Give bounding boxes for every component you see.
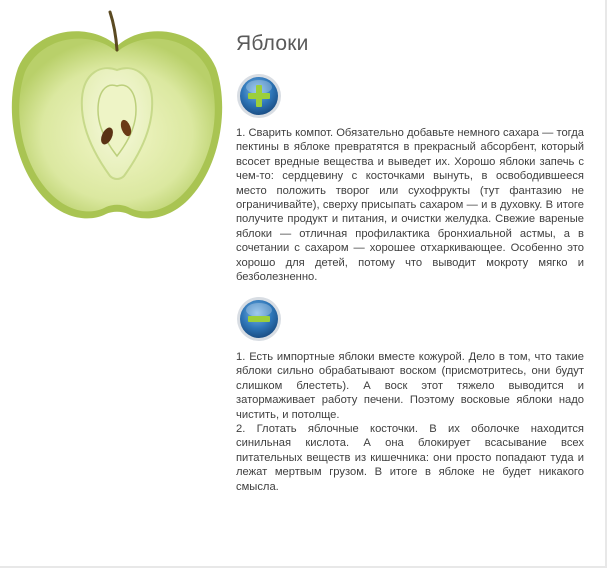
page-title: Яблоки <box>236 32 309 55</box>
minus-icon <box>235 295 283 343</box>
plus-icon <box>235 72 283 120</box>
pros-item: 1. Сварить компот. Обязательно добавьте немного сахара — тогда пектины в яблоке превратятся в прекрасный абсорбент, который всосет вредные вещества и выведет их. Хорошо яблоки запечь с чем-то: сердцевину с косточками вынуть, в освободившееся место положить творог или сухофрукты (тут фантазию не ограничивайте), сверху присыпать сахаром — и в духовку. В итоге получите продукт и питания, и очистки желудка. Свежие вареные яблоки — отличная профилактика бронхиальной астмы, а в сочетании с сахаром — хорошее отхаркивающее. Особенно это хорошо для детей, потому что выводит мокроту мягко и безболезненно. <box>236 127 584 284</box>
cons-item: 1. Есть импортные яблоки вместе кожурой. Дело в том, что такие яблоки сильно обрабатывают воском (присмотритесь, они будут слишком блестеть). А воск этот тяжело выводится и затормаживает работу печени. Поэтому восковые яблоки надо чистить, и потолще. <box>236 351 584 421</box>
cons-item: 2. Глотать яблочные косточки. В их оболочке находится синильная кислота. А она блокирует всасывание всех питательных веществ из кишечника: они просто попадают туда и лежат мертвым грузом. В итоге в яблоке не будет никакого смысла. <box>236 423 584 493</box>
cons-text <box>236 350 584 494</box>
pros-text <box>236 126 584 284</box>
apple-half-image <box>6 8 228 226</box>
